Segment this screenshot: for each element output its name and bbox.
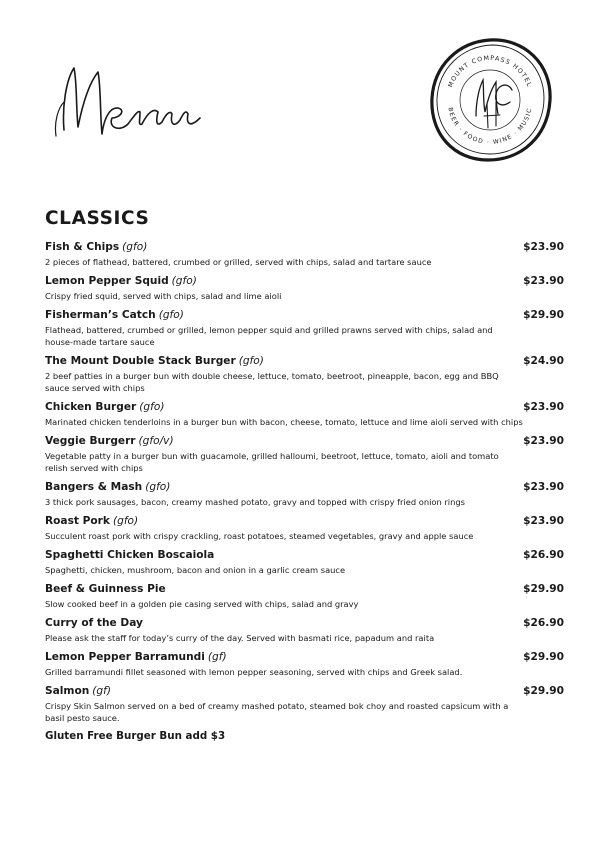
- menu-item-dietary-tag: (gf): [207, 651, 227, 663]
- menu-item-description: 2 pieces of flathead, battered, crumbed or grilled, served with chips, salad and tartare sauce: [45, 257, 432, 267]
- menu-item-title: [45, 514, 565, 529]
- menu-item-description: Crispy Skin Salmon served on a bed of creamy mashed potato, steamed bok choy and roasted capsicum with a basil pesto sauce.: [45, 701, 509, 723]
- menu-item-price: $29.90: [523, 685, 564, 697]
- menu-item-title: [45, 480, 565, 495]
- svg-text:MOUNT COMPASS HOTEL: MOUNT COMPASS HOTEL: [447, 54, 533, 89]
- menu-item-price: $24.90: [523, 355, 564, 367]
- menu-item-description: Spaghetti, chicken, mushroom, bacon and onion in a garlic cream sauce: [45, 565, 346, 575]
- menu-item: [45, 616, 565, 644]
- menu-item-price: $26.90: [523, 617, 564, 629]
- menu-list: [45, 240, 565, 742]
- menu-item-description: Marinated chicken tenderloins in a burger bun with bacon, cheese, tomato, lettuce and lime aioli served with chips: [45, 417, 523, 427]
- section-title: CLASSICS: [45, 208, 150, 229]
- menu-item-dietary-tag: (gfo): [238, 355, 264, 367]
- menu-item: [45, 650, 565, 678]
- menu-item-price: $23.90: [523, 481, 564, 493]
- menu-item-dietary-tag: (gfo/v): [138, 435, 174, 447]
- menu-item: [45, 684, 565, 724]
- menu-item-name: Spaghetti Chicken Boscaiola: [45, 549, 215, 561]
- menu-item-description: 3 thick pork sausages, bacon, creamy mashed potato, gravy and topped with crispy fried onion rings: [45, 497, 465, 507]
- menu-item-title: [45, 548, 565, 563]
- menu-item: [45, 240, 565, 268]
- menu-item-description: Please ask the staff for today’s curry of the day. Served with basmati rice, papadum and raita: [45, 633, 435, 643]
- menu-item-name: Lemon Pepper Barramundi: [45, 651, 205, 663]
- menu-item-description: 2 beef patties in a burger bun with double cheese, lettuce, tomato, beetroot, pineapple, bacon, egg and BBQ sauce served with chips: [45, 371, 499, 393]
- mount-compass-hotel-logo: [426, 36, 554, 164]
- menu-item-name: The Mount Double Stack Burger: [45, 355, 236, 367]
- menu-item-title: [45, 240, 565, 255]
- menu-item: [45, 582, 565, 610]
- menu-item: [45, 548, 565, 576]
- menu-item-name: Beef & Guinness Pie: [45, 583, 166, 595]
- menu-item-price: $23.90: [523, 515, 564, 527]
- menu-item-name: Salmon: [45, 685, 90, 697]
- menu-item-price: $29.90: [523, 651, 564, 663]
- menu-item-price: $26.90: [523, 549, 564, 561]
- menu-item-name: Roast Pork: [45, 515, 110, 527]
- menu-item-name: Bangers & Mash: [45, 481, 143, 493]
- menu-item-name: Chicken Burger: [45, 401, 137, 413]
- menu-item-title: [45, 684, 565, 699]
- menu-item: [45, 480, 565, 508]
- menu-item-name: Lemon Pepper Squid: [45, 275, 169, 287]
- menu-item-title: [45, 616, 565, 631]
- gluten-free-note: Gluten Free Burger Bun add $3: [45, 730, 226, 742]
- menu-item-name: Fisherman’s Catch: [45, 309, 156, 321]
- menu-item-dietary-tag: (gfo): [139, 401, 165, 413]
- menu-item-price: $29.90: [523, 583, 564, 595]
- menu-item-price: $23.90: [523, 241, 564, 253]
- menu-item-price: $23.90: [523, 275, 564, 287]
- menu-item-description: Flathead, battered, crumbed or grilled, lemon pepper squid and grilled prawns served with chips, salad and house-made tartare sauce: [45, 325, 493, 347]
- menu-item: [45, 514, 565, 542]
- menu-item-name: Veggie Burgerr: [45, 435, 136, 447]
- menu-item: [45, 308, 565, 348]
- menu-item-dietary-tag: (gfo): [145, 481, 171, 493]
- menu-item-name: Fish & Chips: [45, 241, 120, 253]
- menu-item-dietary-tag: (gfo): [158, 309, 184, 321]
- menu-item-title: [45, 582, 565, 597]
- menu-item-dietary-tag: (gf): [92, 685, 112, 697]
- menu-item-price: $29.90: [523, 309, 564, 321]
- menu-item-description: Crispy fried squid, served with chips, salad and lime aioli: [45, 291, 282, 301]
- menu-item-title: [45, 308, 565, 323]
- menu-item-price: $23.90: [523, 435, 564, 447]
- menu-item-dietary-tag: (gfo): [122, 241, 148, 253]
- svg-text:BEER · FOOD · WINE · MUSIC: BEER · FOOD · WINE · MUSIC: [446, 106, 534, 147]
- menu-item-title: [45, 434, 565, 449]
- menu-item: [45, 354, 565, 394]
- menu-item-description: Slow cooked beef in a golden pie casing served with chips, salad and gravy: [45, 599, 359, 609]
- menu-item-description: Succulent roast pork with crispy crackling, roast potatoes, steamed vegetables, gravy and apple sauce: [45, 531, 474, 541]
- menu-item-title: [45, 274, 565, 289]
- menu-item-title: [45, 650, 565, 665]
- menu-item-dietary-tag: (gfo): [171, 275, 197, 287]
- menu-item-title: [45, 400, 565, 415]
- menu-item-title: [45, 354, 565, 369]
- menu-script-title: [50, 52, 220, 152]
- menu-item: [45, 274, 565, 302]
- menu-item: [45, 434, 565, 474]
- menu-item-description: Grilled barramundi fillet seasoned with lemon pepper seasoning, served with chips and Greek salad.: [45, 667, 463, 677]
- menu-item: [45, 400, 565, 428]
- menu-item-description: Vegetable patty in a burger bun with guacamole, grilled halloumi, beetroot, lettuce, tomato, aioli and tomato relish served with chips: [45, 451, 499, 473]
- menu-item-dietary-tag: (gfo): [112, 515, 139, 527]
- menu-item-price: $23.90: [523, 401, 564, 413]
- menu-item-name: Curry of the Day: [45, 617, 143, 629]
